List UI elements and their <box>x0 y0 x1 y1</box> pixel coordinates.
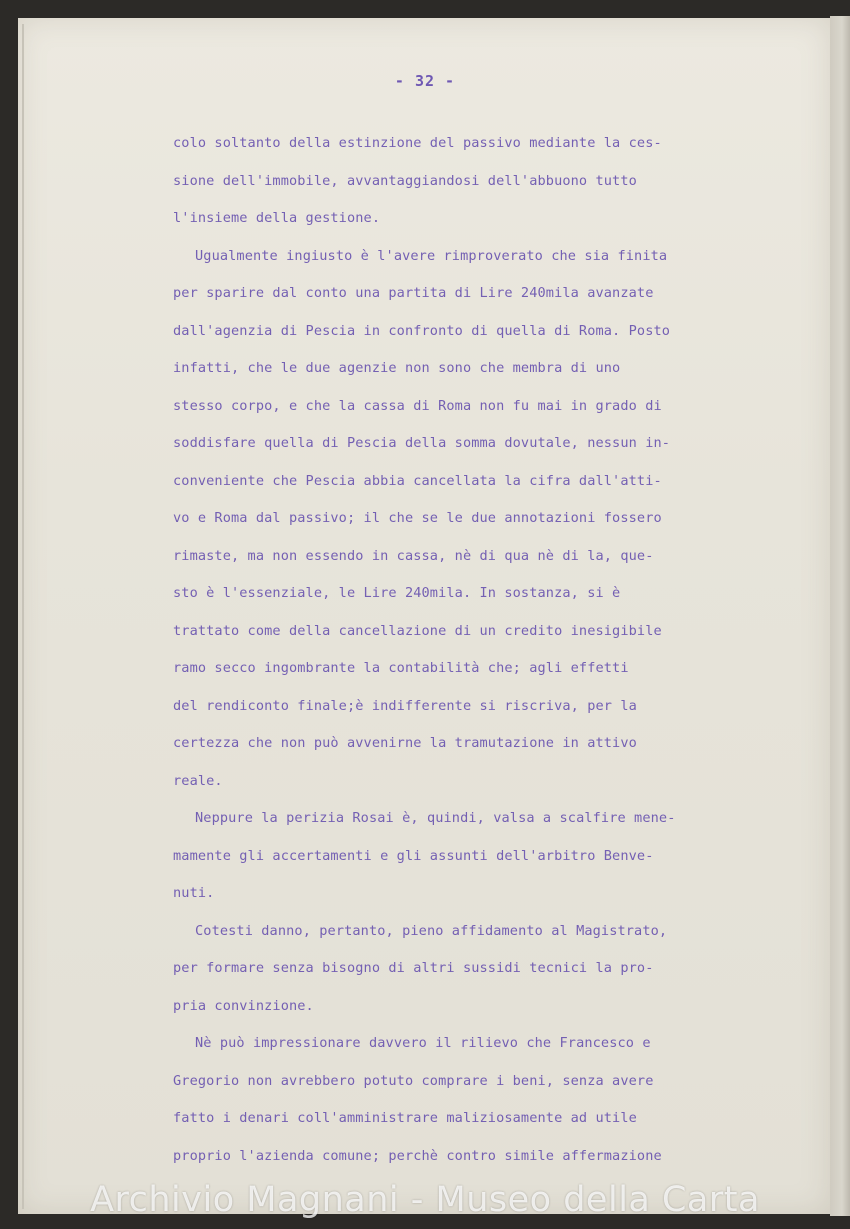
text-line: certezza che non può avvenirne la tramutazione in attivo <box>173 735 637 751</box>
text-line: reale. <box>173 772 223 789</box>
page-number: - 32 - <box>394 72 456 90</box>
text-line: colo soltanto della estinzione del passivo mediante la ces- <box>173 135 662 151</box>
archive-watermark: Archivio Magnani - Museo della Carta <box>90 1180 760 1220</box>
text-line: Neppure la perizia Rosai è, quindi, valsa a scalfire mene- <box>195 810 676 826</box>
text-line: stesso corpo, e che la cassa di Roma non fu mai in grado di <box>173 397 662 414</box>
text-line: conveniente che Pescia abbia cancellata la cifra dall'atti- <box>173 472 662 489</box>
text-line: del rendiconto finale;è indifferente si riscriva, per la <box>173 697 637 714</box>
text-line: mamente gli accertamenti e gli assunti dell'arbitro Benve- <box>173 847 654 864</box>
sheet-left-edge <box>22 24 24 1209</box>
text-line: infatti, che le due agenzie non sono che membra di uno <box>173 360 621 376</box>
text-line: ramo secco ingombrante la contabilità che; agli effetti <box>173 660 629 676</box>
text-line: rimaste, ma non essendo in cassa, nè di qua nè di la, que- <box>173 547 654 564</box>
text-line: per formare senza bisogno di altri sussidi tecnici la pro- <box>173 960 654 976</box>
text-line: per sparire dal conto una partita di Lire 240mila avanzate <box>173 285 654 301</box>
text-line: fatto i denari coll'amministrare maliziosamente ad utile <box>173 1110 637 1126</box>
text-line: soddisfare quella di Pescia della somma dovutale, nessun in- <box>173 435 671 451</box>
text-line: nuti. <box>173 885 215 901</box>
text-line: proprio l'azienda comune; perchè contro simile affermazione <box>173 1147 662 1164</box>
text-line: Ugualmente ingiusto è l'avere rimproverato che sia finita <box>195 247 668 264</box>
text-line: l'insieme della gestione. <box>173 210 381 226</box>
text-line: Gregorio non avrebbero potuto comprare i beni, senza avere <box>173 1072 654 1089</box>
text-line: trattato come della cancellazione di un credito inesigibile <box>173 622 662 639</box>
typewritten-text <box>173 125 833 1175</box>
next-sheet-edge <box>830 16 850 1216</box>
text-line: sto è l'essenziale, le Lire 240mila. In sostanza, si è <box>173 585 621 601</box>
text-line: Nè può impressionare davvero il rilievo che Francesco e <box>195 1035 651 1051</box>
text-line: dall'agenzia di Pescia in confronto di quella di Roma. Posto <box>173 322 671 339</box>
text-line: sione dell'immobile, avvantaggiandosi dell'abbuono tutto <box>173 172 637 189</box>
text-line: vo e Roma dal passivo; il che se le due annotazioni fossero <box>173 510 662 526</box>
text-line: pria convinzione. <box>173 997 314 1014</box>
text-line: Cotesti danno, pertanto, pieno affidamento al Magistrato, <box>195 922 668 939</box>
